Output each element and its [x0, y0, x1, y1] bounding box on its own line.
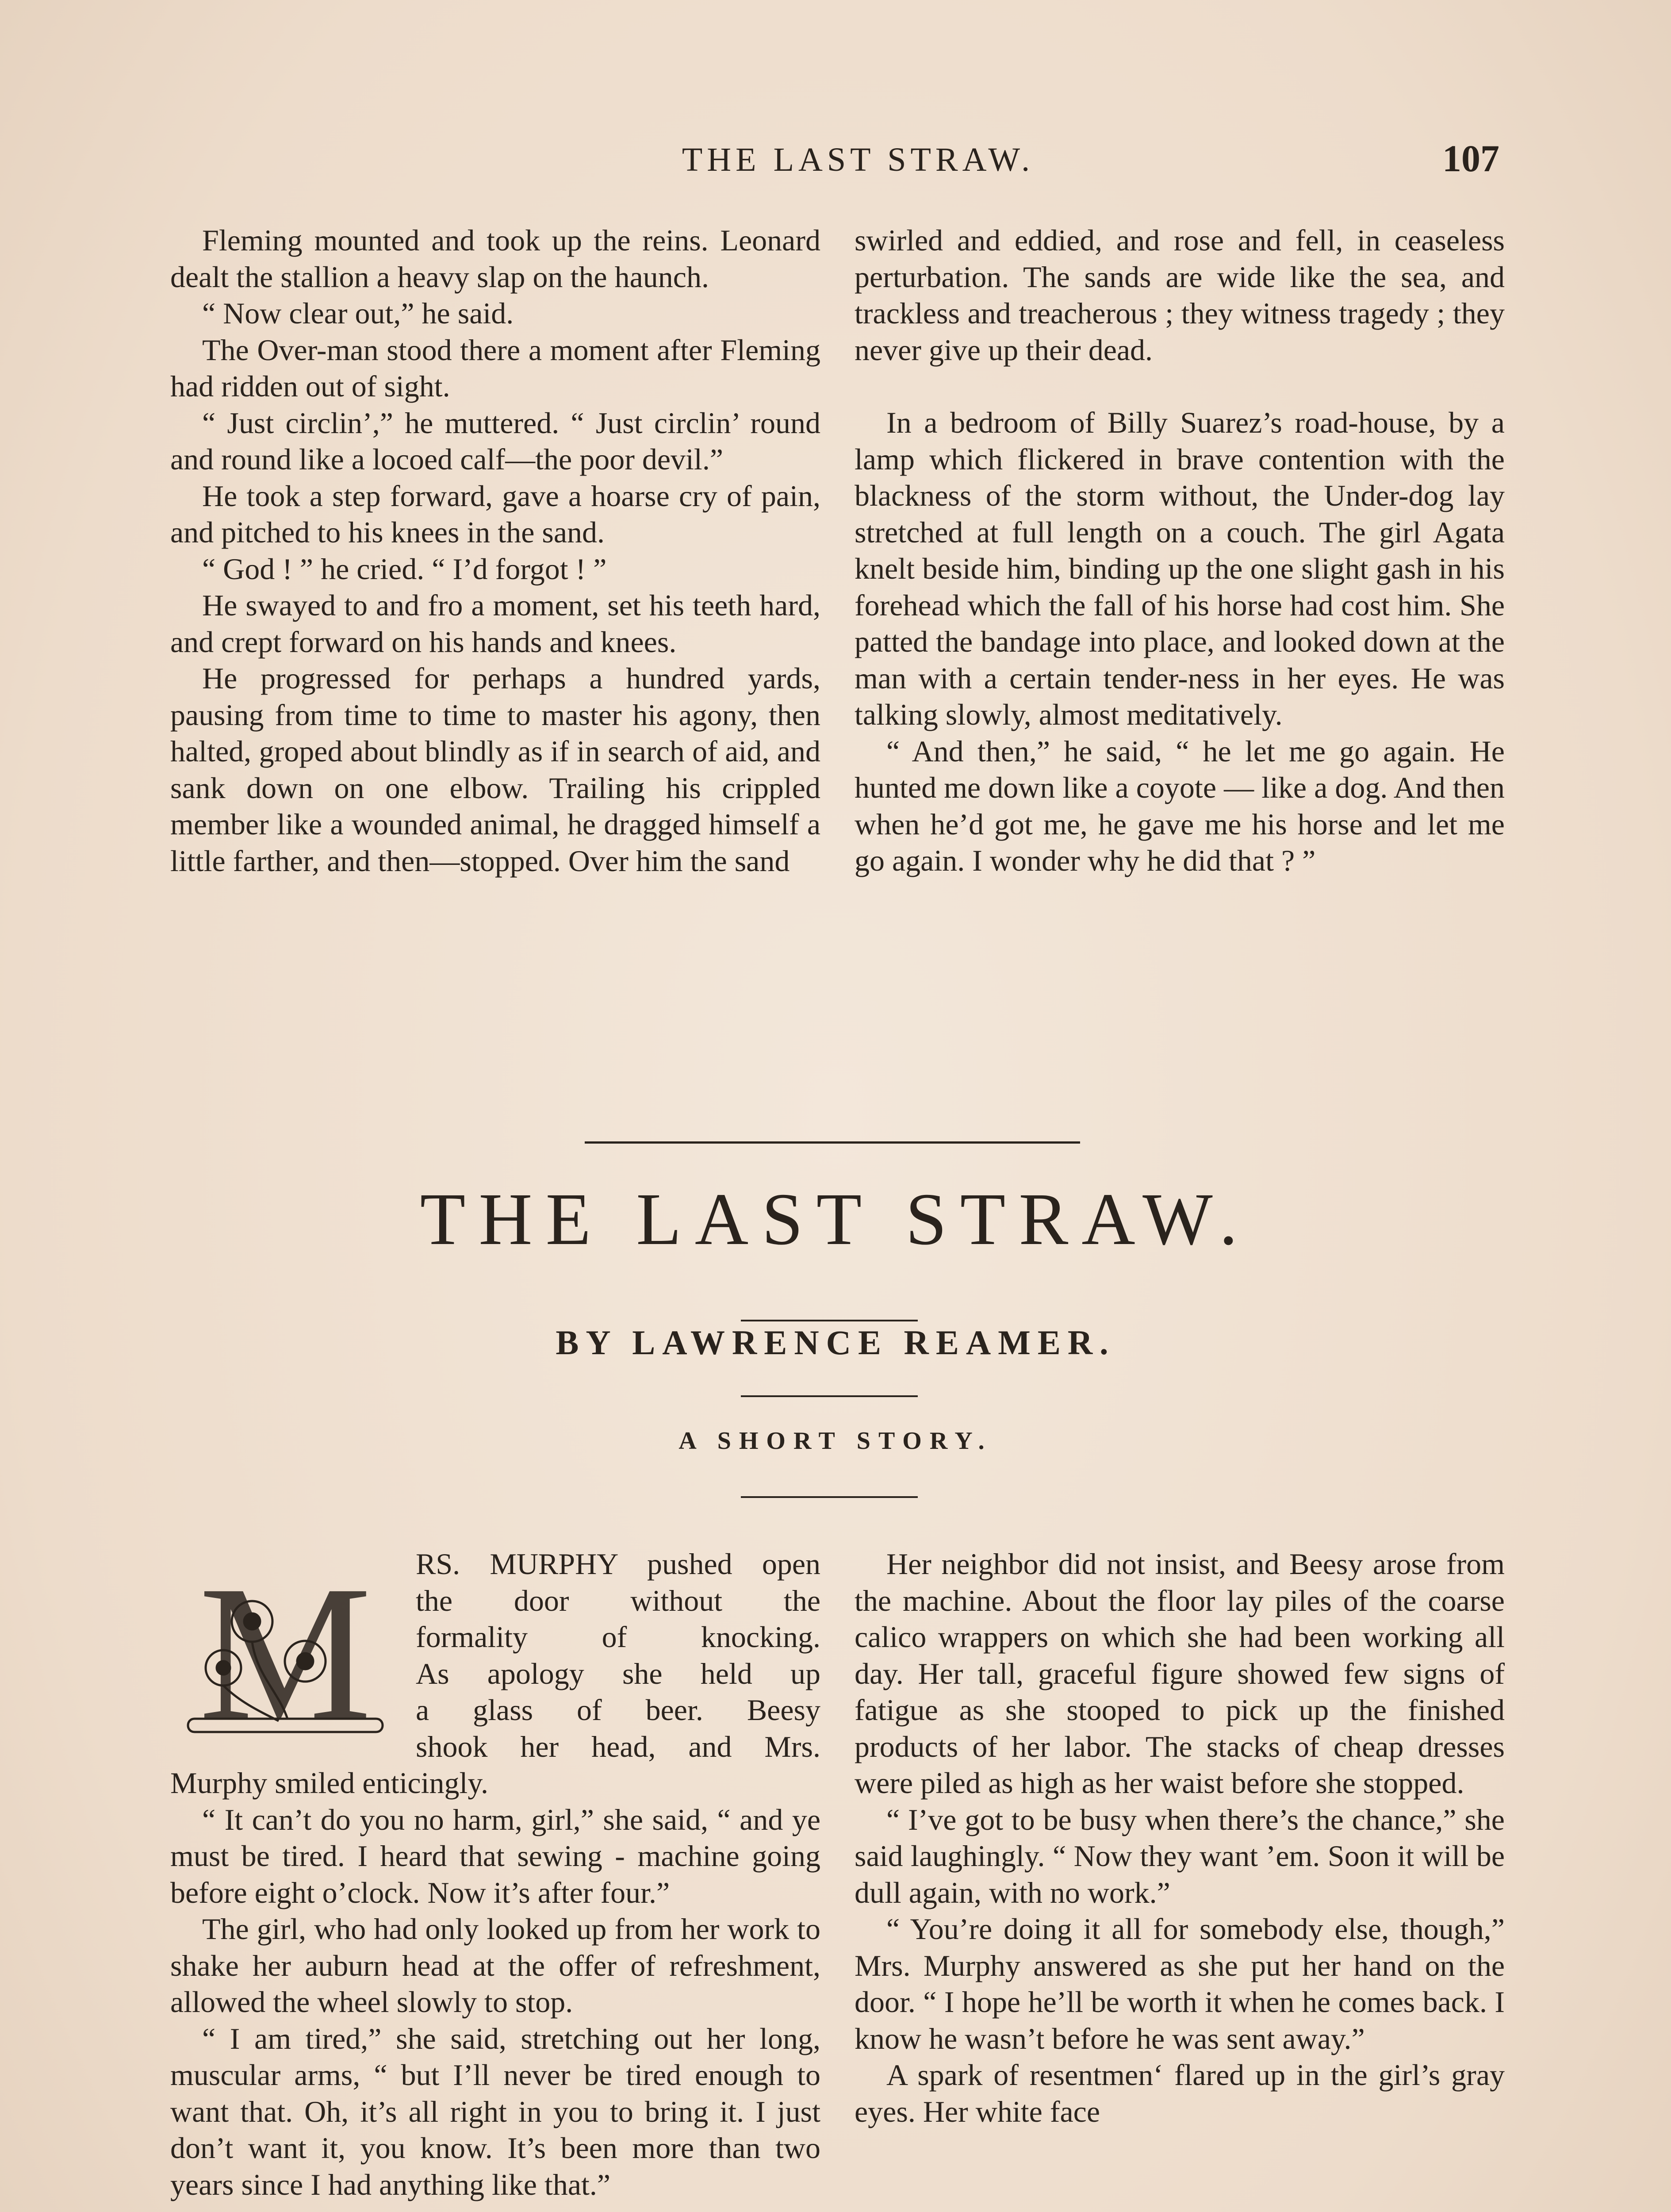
- paragraph: “ Now clear out,” he said.: [202, 296, 514, 330]
- byline: BY LAWRENCE REAMER.: [556, 1323, 1115, 1362]
- paragraph: “ You’re doing it all for somebody else, though,” Mrs. Murphy answered as she put her hand on the door. “ I hope he’ll be worth it when he comes back. I know he wasn’t before he was sent away.”: [855, 1912, 1505, 2055]
- byline-rule: [741, 1395, 918, 1397]
- page-number: 107: [1442, 137, 1499, 180]
- story-kicker: A SHORT STORY.: [678, 1427, 993, 1455]
- dropcap-letter: M: [199, 1551, 372, 1745]
- paragraph: He swayed to and fro a moment, set his teeth hard, and crept forward on his hands and knees.: [170, 588, 820, 659]
- paragraph: “ It can’t do you no harm, girl,” she said, “ and ye must be tired. I heard that sewing - machine going before eight o’clock. Now it’s after four.”: [170, 1802, 820, 1909]
- paragraph: He took a step forward, gave a hoarse cry of pain, and pitched to his knees in the sand.: [170, 479, 820, 549]
- opening-line: the door without the: [416, 1583, 820, 1617]
- paragraph: “ Just circlin’,” he muttered. “ Just circlin’ round and round like a locoed calf—the poor devil.”: [170, 406, 820, 476]
- section-divider: [585, 1141, 1080, 1144]
- opening-tail: Murphy smiled enticingly.: [170, 1766, 488, 1800]
- paragraph: “ God ! ” he cried. “ I’d forgot ! ”: [202, 552, 607, 586]
- byline-wrap: [265, 1323, 1406, 1376]
- column-top-left: [170, 222, 820, 879]
- opening-line: a glass of beer. Beesy: [416, 1693, 820, 1727]
- paragraph: The Over-man stood there a moment after Fleming had ridden out of sight.: [170, 333, 820, 403]
- paragraph: “ And then,” he said, “ he let me go again. He hunted me down like a coyote — like a dog. And then when he’d got me, he gave me his horse and let me go again. I wonder why he did that ? ”: [855, 734, 1505, 877]
- paragraph: swirled and eddied, and rose and fell, in ceaseless perturbation. The sands are wide like the sea, and trackless and treacherous ; they witness tragedy ; they never give up their dead.: [855, 223, 1505, 367]
- paragraph: “ I am tired,” she said, stretching out her long, muscular arms, “ but I’ll never be tired enough to want that. Oh, it’s all right in you to bring it. I just don’t want it, you know. It’s been more than two years since I had anything like that.”: [170, 2021, 820, 2201]
- paragraph: He progressed for perhaps a hundred yards, pausing from time to time to master his agony, then halted, groped about blindly as if in search of aid, and sank down on one elbow. Trailing his crippled member like a wounded animal, he dragged himself a little farther, and then—stopped. Over him the sand: [170, 661, 820, 878]
- title-rule: [741, 1320, 918, 1321]
- column-bottom-right: [855, 1546, 1505, 2130]
- paragraph: In a bedroom of Billy Suarez’s road-house, by a lamp which flickered in brave contention with the blackness of the storm without, the Under-dog lay stretched at full length on a couch. The girl Agata knelt beside him, binding up the one slight gash in his forehead which the fall of his horse had cost him. She patted the bandage into place, and looked down at the man with a certain tender-ness in her eyes. He was talking slowly, almost meditatively.: [855, 406, 1505, 731]
- paragraph: Her neighbor did not insist, and Beesy arose from the machine. About the floor lay piles of the coarse calico wrappers on which she had been working all day. Her tall, graceful figure showed few signs of fatigue as she stooped to pick up the finished products of her labor. The stacks of cheap dresses were piled as high as her waist before she stopped.: [855, 1547, 1505, 1800]
- column-top-right: [855, 222, 1505, 879]
- paragraph: “ I’ve got to be busy when there’s the chance,” she said laughingly. “ Now they want ’em. Soon it will be dull again, with no work.”: [855, 1802, 1505, 1909]
- opening-line: RS. MURPHY pushed open: [416, 1547, 820, 1581]
- opening-line: As apology she held up: [416, 1656, 820, 1690]
- paragraph: Fleming mounted and took up the reins. Leonard dealt the stallion a heavy slap on the haunch.: [170, 223, 820, 294]
- paragraph: A spark of resentmen‘ flared up in the girl’s gray eyes. Her white face: [855, 2058, 1505, 2128]
- running-head: THE LAST STRAW.: [682, 141, 1035, 178]
- opening-line: shook her head, and Mrs.: [416, 1729, 820, 1763]
- kicker-rule: [741, 1496, 918, 1498]
- opening-line: formality of knocking.: [416, 1620, 820, 1654]
- story-title: THE LAST STRAW.: [420, 1178, 1251, 1260]
- paragraph: The girl, who had only looked up from her work to shake her auburn head at the offer of refreshment, allowed the wheel slowly to stop.: [170, 1912, 820, 2019]
- column-bottom-left: [170, 1546, 820, 2203]
- opening-paragraph: [170, 1546, 820, 1765]
